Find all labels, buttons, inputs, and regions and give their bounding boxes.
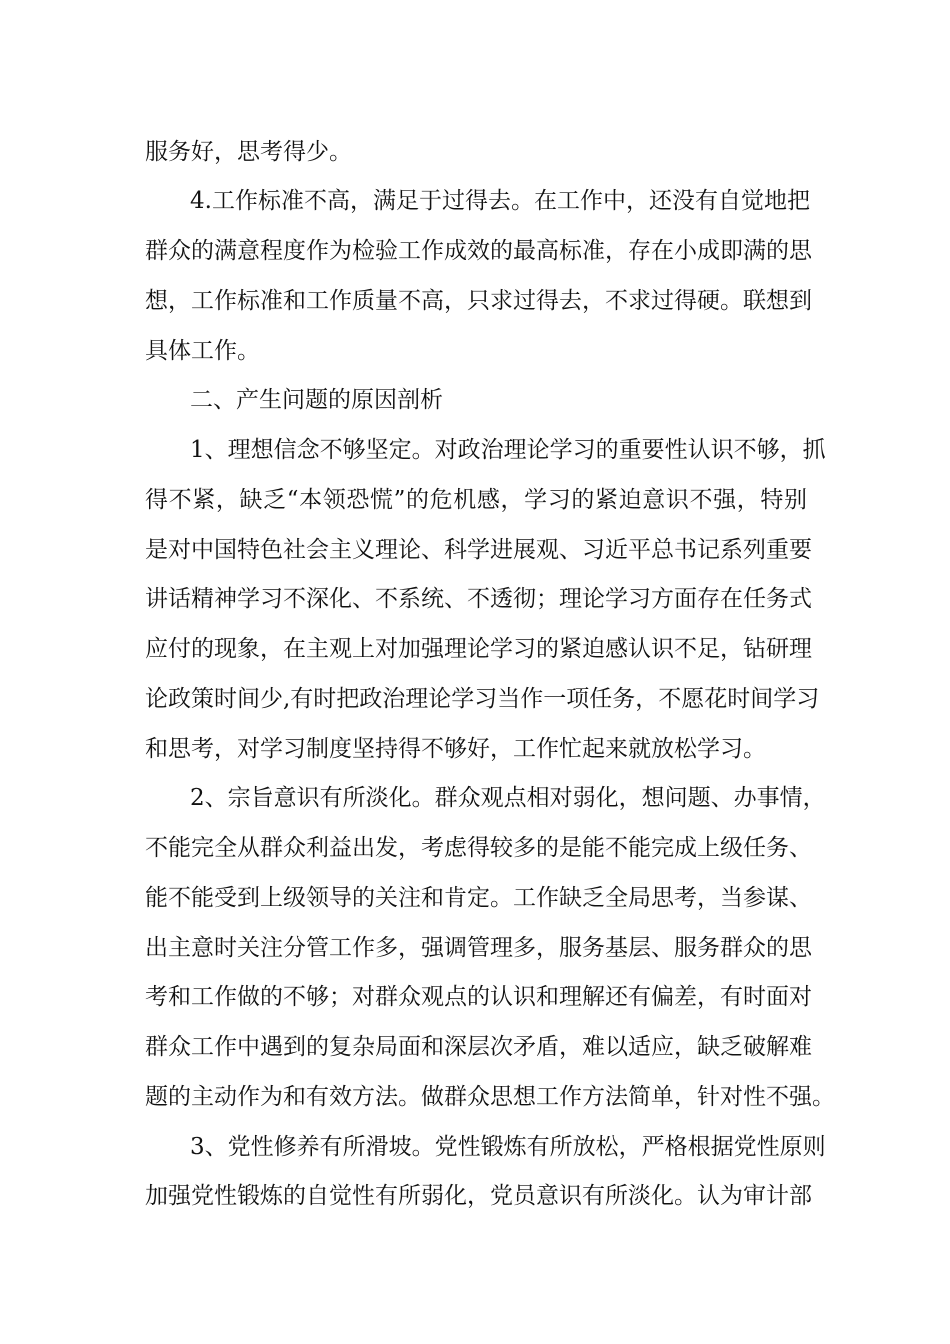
text-line: 群众工作中遇到的复杂局面和深层次矛盾，难以适应，缺乏破解难 xyxy=(145,1034,812,1060)
text-line: 考和工作做的不够；对群众观点的认识和理解还有偏差，有时面对 xyxy=(145,984,812,1010)
text-line: 能不能受到上级领导的关注和肯定。工作缺乏全局思考，当参谋、 xyxy=(145,885,812,911)
section-heading: 二、产生问题的原因剖析 xyxy=(190,387,443,413)
text-line: 想，工作标准和工作质量不高，只求过得去，不求过得硬。联想到 xyxy=(145,288,812,314)
text-line: 论政策时间少,有时把政治理论学习当作一项任务，不愿花时间学习 xyxy=(145,686,820,712)
text-line: 出主意时关注分管工作多，强调管理多，服务基层、服务群众的思 xyxy=(145,935,812,961)
text-line: 得不紧，缺乏“本领恐慌”的危机感，学习的紧迫意识不强，特别 xyxy=(145,487,807,513)
text-line: 题的主动作为和有效方法。做群众思想工作方法简单，针对性不强。 xyxy=(145,1084,835,1110)
text-line: 服务好，思考得少。 xyxy=(145,139,352,165)
text-line: 群众的满意程度作为检验工作成效的最高标准，存在小成即满的思 xyxy=(145,238,812,264)
text-line: 4.工作标准不高，满足于过得去。在工作中，还没有自觉地把 xyxy=(190,188,810,214)
text-line: 讲话精神学习不深化、不系统、不透彻；理论学习方面存在任务式 xyxy=(145,586,812,612)
text-line: 应付的现象，在主观上对加强理论学习的紧迫感认识不足，钻研理 xyxy=(145,636,812,662)
text-line: 加强党性锻炼的自觉性有所弱化，党员意识有所淡化。认为审计部 xyxy=(145,1183,812,1209)
text-line: 1、理想信念不够坚定。对政治理论学习的重要性认识不够，抓 xyxy=(190,437,826,463)
text-line: 3、党性修养有所滑坡。党性锻炼有所放松，严格根据党性原则 xyxy=(190,1134,826,1160)
text-line: 和思考，对学习制度坚持得不够好，工作忙起来就放松学习。 xyxy=(145,736,766,762)
text-line: 具体工作。 xyxy=(145,338,260,364)
text-line: 不能完全从群众利益出发，考虑得较多的是能不能完成上级任务、 xyxy=(145,835,812,861)
text-line: 2、宗旨意识有所淡化。群众观点相对弱化，想问题、办事情， xyxy=(190,785,826,811)
text-line: 是对中国特色社会主义理论、科学进展观、习近平总书记系列重要 xyxy=(145,537,812,563)
